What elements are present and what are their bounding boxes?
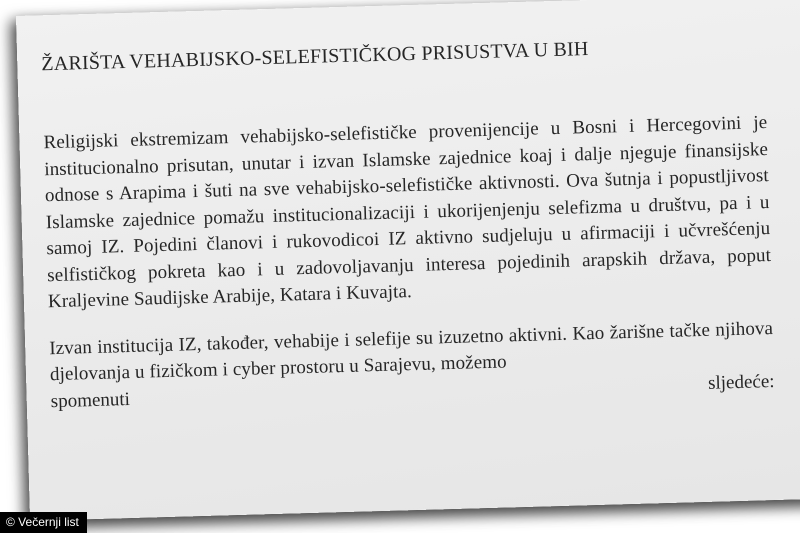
- copyright-watermark: © Večernji list: [0, 512, 87, 533]
- paragraph-2-end-left: spomenuti: [50, 388, 131, 412]
- paragraph-2-end-right: sljedeće:: [707, 370, 775, 394]
- paragraph-1: Religijski ekstremizam vehabijsko-selefističke provenijencije u Bosni i Hercegovini je institucionalno prisutan, unutar i izvan Islamske zajednice koaj i dalje njeguje finansijske odnose s Arapima i šuti na sve vehabijsko-selefističke aktivnosti. Ova šutnja i popustljivost Islamske zajednice pomažu institucionalizaciji i ukorijenjenju selefizma u društvu, pa i u samoj IZ. Pojedini članovi i rukovodicoi IZ aktivno sudjeluju u afirmaciji i učvrešćenju selfističkog pokreta kao i u zadovoljavanju interesa pojedinih arapskih država, poput Kraljevine Saudijske Arabije, Katara i Kuvajta.: [43, 112, 772, 313]
- paragraph-2: Izvan institucija IZ, također, vehabije i selefije su izuzetno aktivni. Kao žarišne tačke njihova djelovanja u fizičkom i cyber prostoru u Sarajevu, možemo: [48, 317, 774, 386]
- document-content: [41, 33, 775, 415]
- document-title: ŽARIŠTA VEHABIJSKO-SELEFISTIČKOG PRISUSTVA U BIH: [41, 38, 589, 76]
- document-sheet: [16, 0, 800, 521]
